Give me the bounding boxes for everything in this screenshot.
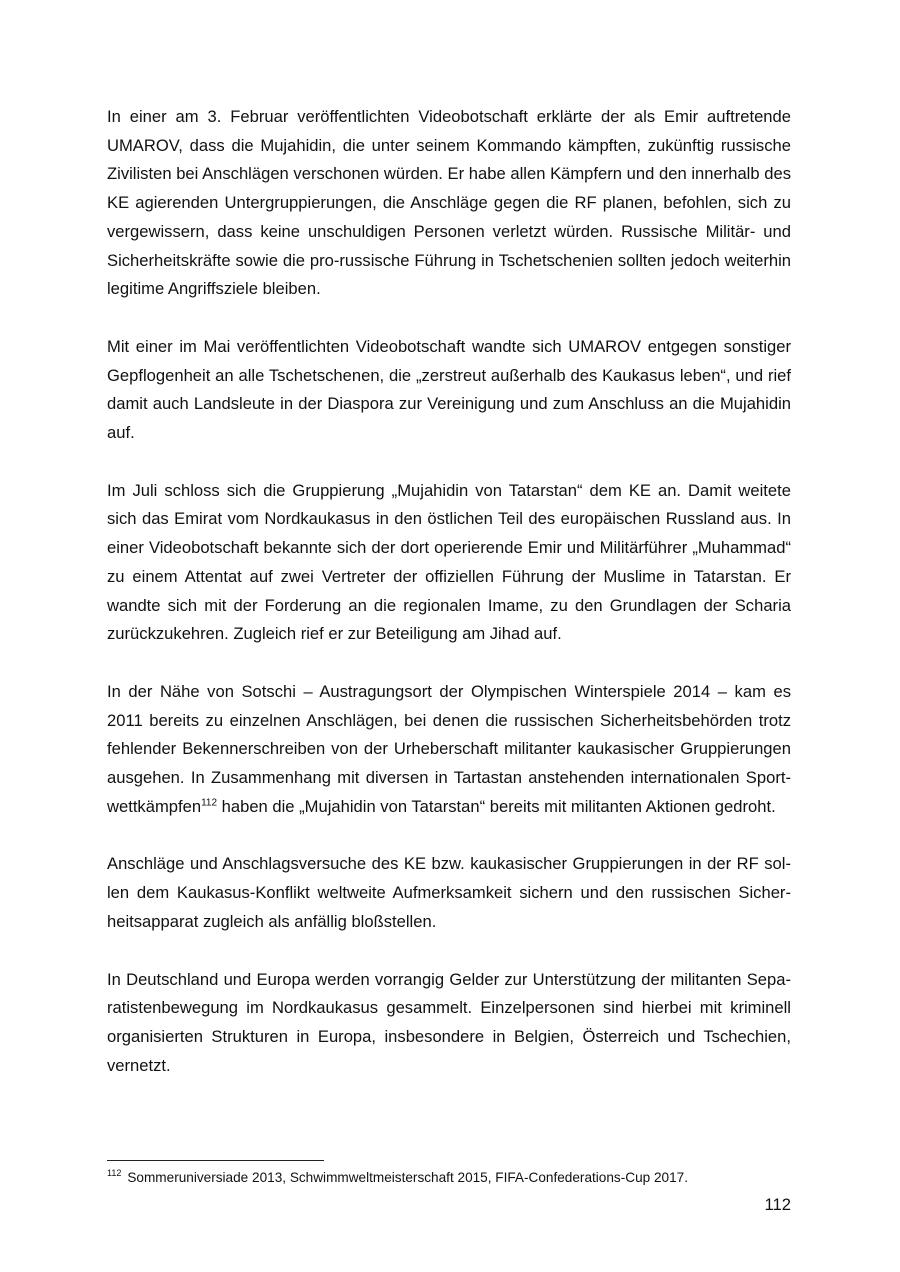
page-number: 112 — [764, 1195, 791, 1214]
footnote-number: 112 — [107, 1168, 122, 1179]
paragraph-2: Mit einer im Mai veröffentlichten Videobotschaft wandte sich UMAROV entgegen sonstiger Gepflogenheit an alle Tschetschenen, die „zerstreut außerhalb des Kaukasus leben“, und rief damit auch Landsleute in der Diaspora zur Vereinigung und zum Anschluss an die Mujahidin auf. — [107, 336, 791, 443]
paragraph-1: In einer am 3. Februar veröffentlichten Videobotschaft erklärte der als Emir auftretende UMAROV, dass die Mujahidin, die unter seinem Kommando kämpften, zukünftig russische Zivilisten bei Anschlägen verschonen würden. Er habe allen Kämpfern und den innerhalb des KE agierenden Untergruppierungen, die Anschläge gegen die RF planen, befohlen, sich zu vergewissern, dass keine unschuldigen Personen verletzt würden. Russische Militär- und Sicherheitskräfte sowie die pro-russische Führung in Tschetschenien sollten jedoch weiterhin legitime Angriffsziele bleiben. — [107, 107, 791, 299]
paragraph-5: Anschläge und Anschlagsversuche des KE bzw. kaukasischer Gruppierungen in der RF sollen dem Kaukasus-Konflikt weltweite Aufmerksamkeit sichern und den russischen Sicherheitsapparat zugleich als anfällig bloßstellen. — [107, 854, 791, 931]
paragraph-4-text-after: haben die „Mujahidin von Tatarstan“ bereits mit militanten Aktionen gedroht. — [217, 796, 776, 816]
paragraph-4-text-before: In der Nähe von Sotschi – Austragungsort der Olympischen Winterspiele 2014 – kam es 2011 bereits zu einzelnen Anschlägen, bei denen die russischen Sicherheitsbehörden trotz fehlender Bekennerschreiben von der Urheberschaft militanter kaukasischer Gruppierungen ausgehen. In Zusammenhang mit diversen in Tartastan anstehenden internationalen Sportwettkämpfen — [107, 681, 791, 816]
footnote-separator — [107, 1160, 324, 1161]
footnote-text: Sommeruniversiade 2013, Schwimmweltmeisterschaft 2015, FIFA-Confederations-Cup 2017. — [127, 1170, 688, 1185]
footnote-reference: 112 — [201, 797, 218, 809]
body-text — [107, 103, 791, 1109]
paragraph-4 — [107, 678, 791, 822]
paragraph-6: In Deutschland und Europa werden vorrangig Gelder zur Unterstützung der militanten Separatistenbewegung im Nordkaukasus gesammelt. Einzelpersonen sind hierbei mit kriminell organisierten Strukturen in Europa, insbesondere in Belgien, Österreich und Tschechien, vernetzt. — [107, 969, 791, 1075]
footnote — [107, 1168, 791, 1188]
paragraph-3: Im Juli schloss sich die Gruppierung „Mujahidin von Tatarstan“ dem KE an. Damit weitete sich das Emirat vom Nordkaukasus in den östlichen Teil des europäischen Russland aus. In einer Videobotschaft bekannte sich der dort operierende Emir und Militärführer „Muhammad“ zu einem Attentat auf zwei Vertreter der offiziellen Führung der Muslime in Tatarstan. Er wandte sich mit der Forderung an die regionalen Imame, zu den Grundlagen der Scharia zurückzukehren. Zugleich rief er zur Beteiligung am Jihad auf. — [107, 480, 791, 644]
